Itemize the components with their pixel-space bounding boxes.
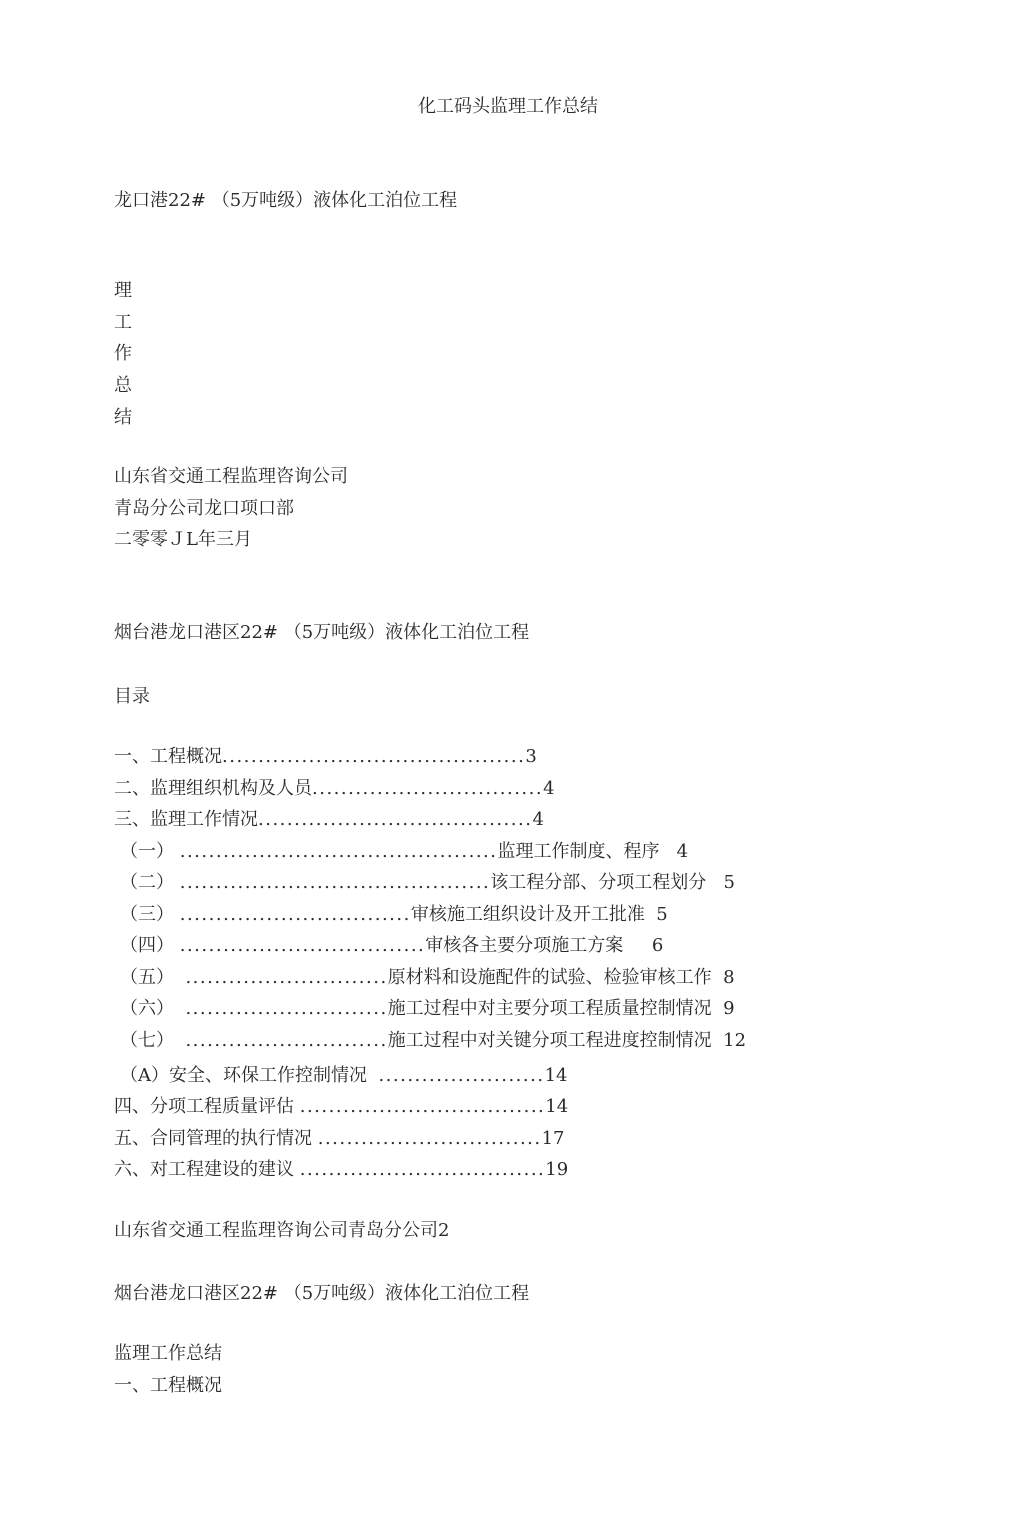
toc-leader: .................................. <box>299 1096 546 1117</box>
toc-entry <box>114 811 544 829</box>
cover-org: 山东省交通工程监理咨询公司 <box>114 466 348 487</box>
toc-leader: ............................... <box>317 1128 542 1149</box>
toc-label: （六） <box>120 998 174 1019</box>
toc-text: 该工程分部、分项工程划分 <box>490 872 707 893</box>
vertical-char: 结 <box>114 407 132 428</box>
toc-label: （三） <box>120 904 174 925</box>
vertical-char: 总 <box>114 375 132 396</box>
toc-leader: ................................ <box>312 778 544 799</box>
project-full-title-2: 烟台港龙口港区22# （5万吨级）液体化工泊位工程 <box>114 1283 530 1304</box>
toc-entry <box>120 969 735 987</box>
toc-label: 五、合同管理的执行情况 <box>114 1128 312 1149</box>
toc-label: （五） <box>120 967 174 988</box>
summary-heading: 监理工作总结 <box>114 1343 222 1364</box>
toc-text: 审核各主要分项施工方案 <box>425 935 624 956</box>
toc-entry <box>120 937 663 955</box>
project-full-title: 烟台港龙口港区22# （5万吨级）液体化工泊位工程 <box>114 622 530 643</box>
toc-leader: .......................................... <box>222 746 526 767</box>
toc-page: 14 <box>544 1065 568 1086</box>
toc-entry <box>120 874 735 892</box>
toc-page: 17 <box>541 1128 565 1149</box>
toc-entry <box>114 1161 568 1179</box>
toc-text: 施工过程中对关键分项工程进度控制情况 <box>387 1030 712 1051</box>
project-line: 龙口港22# （5万吨级）液体化工泊位工程 <box>114 190 458 211</box>
toc-leader: ............................................ <box>179 841 498 862</box>
toc-leader: ................................ <box>179 904 411 925</box>
toc-page: 4 <box>543 778 555 799</box>
toc-label: 三、监理工作情况 <box>114 809 258 830</box>
toc-leader: ............................ <box>185 998 388 1019</box>
cover-dept: 青岛分公司龙口项口部 <box>114 498 294 519</box>
toc-leader: ....................... <box>378 1065 545 1086</box>
toc-label: 六、对工程建设的建议 <box>114 1159 294 1180</box>
toc-entry <box>114 780 555 798</box>
section-heading: 一、工程概况 <box>114 1375 222 1396</box>
toc-leader: ...................................... <box>258 809 533 830</box>
toc-leader: .................................. <box>299 1159 546 1180</box>
toc-text: 施工过程中对主要分项工程质量控制情况 <box>387 998 712 1019</box>
toc-entry <box>120 1000 735 1018</box>
toc-page: 5 <box>723 872 735 893</box>
vertical-char: 作 <box>114 343 132 364</box>
toc-leader: ............................ <box>185 1030 388 1051</box>
toc-page: 12 <box>723 1030 747 1051</box>
toc-page: 19 <box>545 1159 569 1180</box>
cover-date: 二零零ＪL年三月 <box>114 529 252 550</box>
toc-page: 4 <box>676 841 689 862</box>
toc-label: （二） <box>120 872 174 893</box>
toc-page: 9 <box>723 998 735 1019</box>
toc-label: （A）安全、环保工作控制情况 <box>120 1065 367 1086</box>
toc-entry <box>120 906 668 924</box>
toc-page: 6 <box>651 935 664 956</box>
toc-entry <box>114 748 537 766</box>
vertical-char: 工 <box>114 312 132 333</box>
toc-label: （七） <box>120 1030 174 1051</box>
toc-leader: ............................ <box>185 967 388 988</box>
vertical-char: 理 <box>114 280 132 301</box>
toc-label: 二、监理组织机构及人员 <box>114 778 312 799</box>
toc-page: 4 <box>532 809 544 830</box>
toc-page: 5 <box>656 904 668 925</box>
toc-text: 原材料和设施配件的试验、检验审核工作 <box>387 967 712 988</box>
toc-label: （一） <box>120 841 174 862</box>
toc-label: （四） <box>120 935 174 956</box>
toc-page: 14 <box>545 1096 569 1117</box>
toc-heading: 目录 <box>114 686 150 707</box>
toc-page: 3 <box>525 746 537 767</box>
toc-entry <box>114 1098 568 1116</box>
footer-org: 山东省交通工程监理咨询公司青岛分公司2 <box>114 1220 450 1241</box>
toc-text: 监理工作制度、程序 <box>497 841 660 862</box>
toc-label: 一、工程概况 <box>114 746 222 767</box>
toc-page: 8 <box>723 967 735 988</box>
document-title: 化工码头监理工作总结 <box>418 96 598 117</box>
toc-leader: .................................. <box>179 935 426 956</box>
toc-entry <box>120 843 688 861</box>
toc-entry <box>120 1032 746 1050</box>
toc-label: 四、分项工程质量评估 <box>114 1096 294 1117</box>
toc-leader: ........................................... <box>179 872 491 893</box>
toc-entry <box>120 1067 567 1085</box>
toc-text: 审核施工组织设计及开工批准 <box>410 904 645 925</box>
toc-entry <box>114 1130 565 1148</box>
